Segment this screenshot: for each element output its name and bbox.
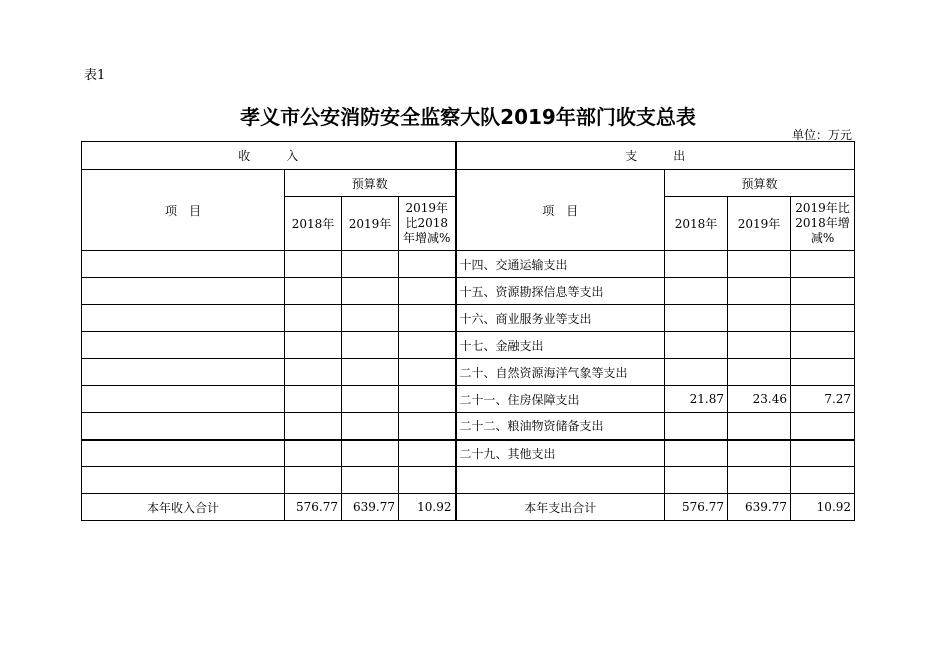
table-row xyxy=(82,467,855,494)
table-row xyxy=(82,332,855,359)
expense-change-cell: 7.27 xyxy=(791,386,855,413)
income-header: 收 入 xyxy=(82,142,456,170)
expense-2018-cell xyxy=(665,413,728,440)
expense-budget-header: 预算数 xyxy=(665,170,855,197)
expense-2019-cell xyxy=(728,467,791,494)
expense-2018-cell xyxy=(665,467,728,494)
expense-item-cell: 十六、商业服务业等支出 xyxy=(456,305,665,332)
expense-item-header: 项 目 xyxy=(456,170,665,251)
expense-2019-cell xyxy=(728,332,791,359)
expense-2018-cell xyxy=(665,305,728,332)
expense-2019-cell xyxy=(728,413,791,440)
expense-total-label: 本年支出合计 xyxy=(456,494,665,521)
expense-item-cell xyxy=(456,467,665,494)
expense-item-cell: 二十九、其他支出 xyxy=(456,440,665,467)
expense-2018-cell xyxy=(665,359,728,386)
table-row xyxy=(82,278,855,305)
expense-total-2019: 639.77 xyxy=(728,494,791,521)
expense-2018-cell xyxy=(665,440,728,467)
expense-2019-cell xyxy=(728,440,791,467)
table-row xyxy=(82,305,855,332)
expense-2018-cell xyxy=(665,251,728,278)
income-2019-header: 2019年 xyxy=(342,197,399,251)
expense-change-cell xyxy=(791,413,855,440)
income-change-header: 2019年比2018年增减% xyxy=(399,197,456,251)
table-number: 表1 xyxy=(84,68,106,83)
budget-summary-table xyxy=(81,141,855,521)
totals-row xyxy=(82,494,855,521)
expense-2018-header: 2018年 xyxy=(665,197,728,251)
expense-change-header: 2019年比2018年增减% xyxy=(791,197,855,251)
expense-item-cell: 二十一、住房保障支出 xyxy=(456,386,665,413)
expense-total-change: 10.92 xyxy=(791,494,855,521)
document-title: 孝义市公安消防安全监察大队2019年部门收支总表 xyxy=(240,105,696,129)
expense-2018-cell xyxy=(665,332,728,359)
expense-2019-cell xyxy=(728,278,791,305)
expense-change-cell xyxy=(791,251,855,278)
table-row xyxy=(82,251,855,278)
expense-item-cell: 二十、自然资源海洋气象等支出 xyxy=(456,359,665,386)
expense-change-cell xyxy=(791,359,855,386)
expense-change-cell xyxy=(791,332,855,359)
expense-change-cell xyxy=(791,278,855,305)
table-row xyxy=(82,440,855,467)
income-total-2018: 576.77 xyxy=(285,494,342,521)
income-2018-header: 2018年 xyxy=(285,197,342,251)
income-total-2019: 639.77 xyxy=(342,494,399,521)
unit-label: 单位：万元 xyxy=(791,128,852,142)
expense-item-cell: 十五、资源勘探信息等支出 xyxy=(456,278,665,305)
expense-2019-cell xyxy=(728,305,791,332)
table-row xyxy=(82,386,855,413)
expense-2019-cell: 23.46 xyxy=(728,386,791,413)
expense-2019-cell xyxy=(728,359,791,386)
expense-2019-header: 2019年 xyxy=(728,197,791,251)
expense-item-cell: 二十二、粮油物资储备支出 xyxy=(456,413,665,440)
expense-header: 支 出 xyxy=(456,142,855,170)
expense-item-cell: 十四、交通运输支出 xyxy=(456,251,665,278)
expense-change-cell xyxy=(791,440,855,467)
expense-2019-cell xyxy=(728,251,791,278)
income-total-label: 本年收入合计 xyxy=(82,494,285,521)
table-row xyxy=(82,359,855,386)
expense-total-2018: 576.77 xyxy=(665,494,728,521)
expense-2018-cell xyxy=(665,278,728,305)
income-total-change: 10.92 xyxy=(399,494,456,521)
expense-item-cell: 十七、金融支出 xyxy=(456,332,665,359)
income-budget-header: 预算数 xyxy=(285,170,456,197)
income-item-header: 项 目 xyxy=(82,170,285,251)
expense-change-cell xyxy=(791,305,855,332)
table-row xyxy=(82,413,855,440)
expense-2018-cell: 21.87 xyxy=(665,386,728,413)
expense-change-cell xyxy=(791,467,855,494)
